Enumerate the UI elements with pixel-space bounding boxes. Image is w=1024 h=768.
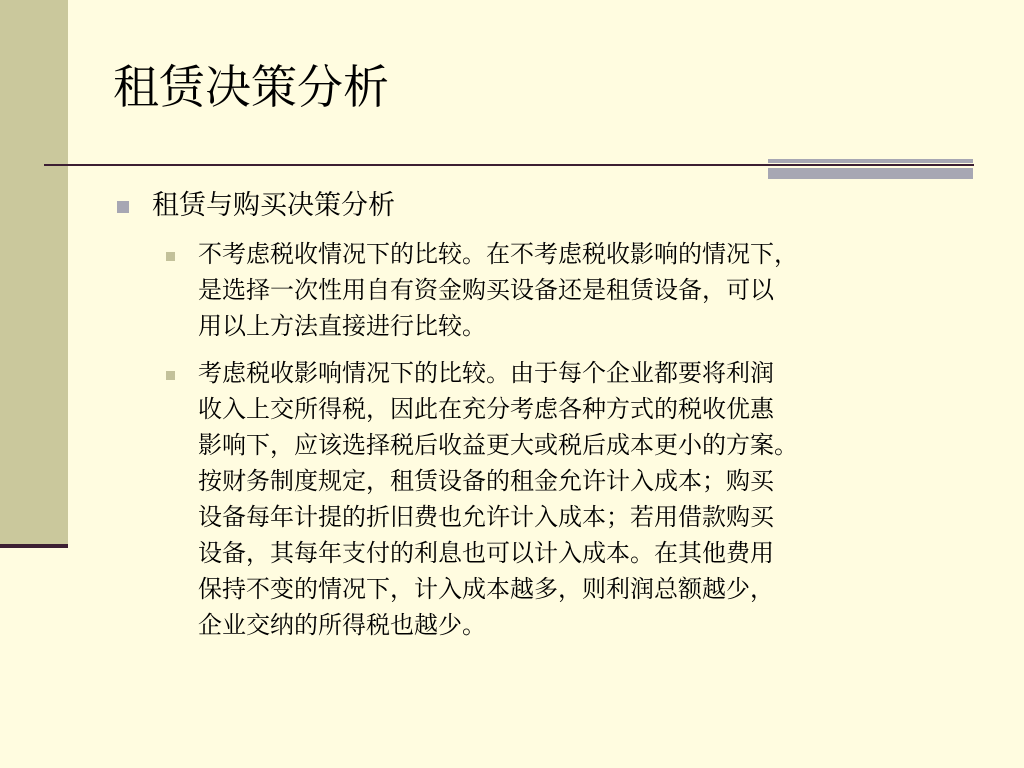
accent-bar-thick (768, 168, 973, 179)
paragraph-line: 设备，其每年支付的利息也可以计入成本。在其他费用 (198, 539, 774, 567)
square-bullet-icon (166, 371, 175, 380)
paragraph-line: 不考虑税收情况下的比较。在不考虑税收影响的情况下， (198, 240, 798, 268)
accent-bar-thin (768, 159, 973, 163)
paragraph-line: 影响下，应该选择税后收益更大或税后成本更小的方案。 (198, 431, 798, 459)
paragraph-line: 企业交纳的所得税也越少。 (198, 611, 486, 639)
left-decor-band (0, 0, 68, 548)
left-band-underline (0, 544, 68, 548)
square-bullet-icon (117, 201, 129, 213)
square-bullet-icon (166, 252, 175, 261)
bullet-level2-paragraph (198, 355, 988, 643)
paragraph-line: 设备每年计提的折旧费也允许计入成本；若用借款购买 (198, 503, 774, 531)
paragraph-line: 保持不变的情况下，计入成本越多，则利润总额越少， (198, 575, 774, 603)
paragraph-line: 用以上方法直接进行比较。 (198, 312, 486, 340)
paragraph-line: 收入上交所得税，因此在充分考虑各种方式的税收优惠 (198, 395, 774, 423)
paragraph-line: 是选择一次性用自有资金购买设备还是租赁设备，可以 (198, 276, 774, 304)
slide-title: 租赁决策分析 (113, 60, 389, 114)
bullet-level2-paragraph (198, 236, 988, 344)
paragraph-line: 考虑税收影响情况下的比较。由于每个企业都要将利润 (198, 359, 774, 387)
accent-bars (768, 159, 973, 179)
paragraph-line: 按财务制度规定，租赁设备的租金允许计入成本；购买 (198, 467, 774, 495)
bullet-level1-text: 租赁与购买决策分析 (152, 190, 395, 221)
